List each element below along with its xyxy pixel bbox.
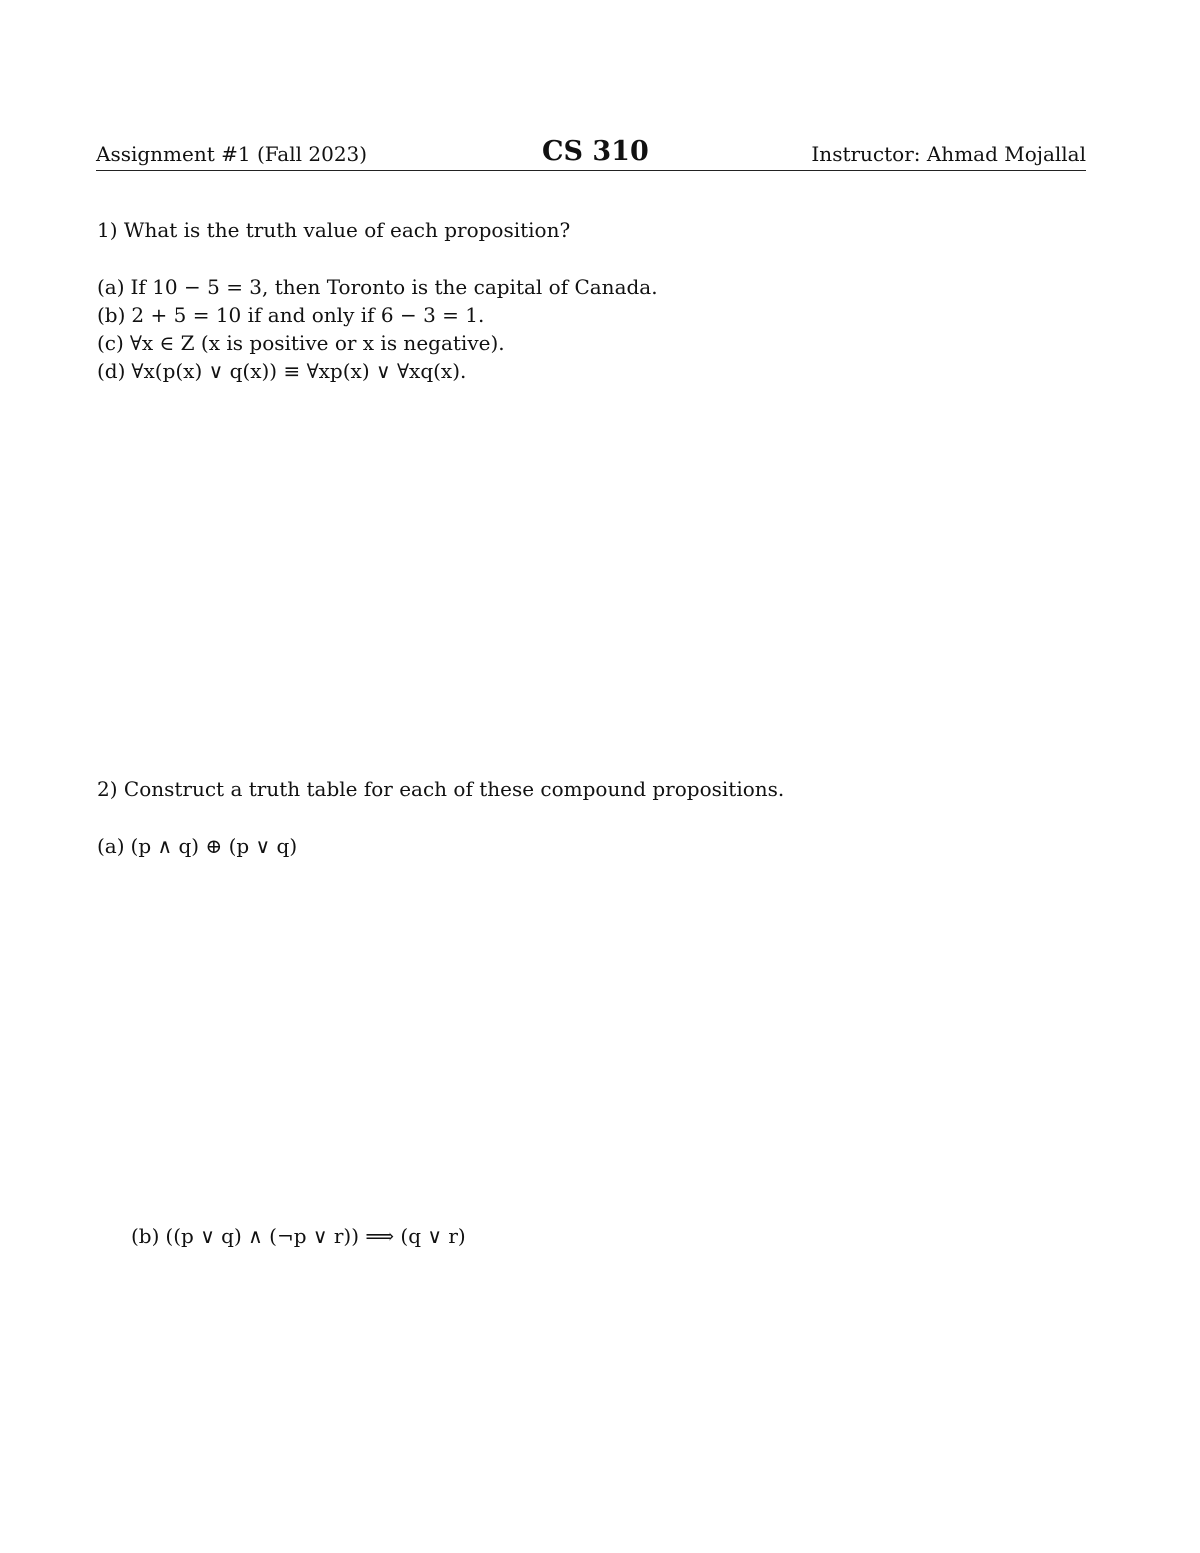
question-1d [97,361,466,381]
question-2-prompt: 2) Construct a truth table for each of these compound propositions. [97,777,785,801]
instructor-name: Instructor: Ahmad Mojallal [811,142,1086,166]
question-2b [131,1226,466,1246]
item-label: (b) [97,303,126,327]
item-text: 2 + 5 = 10 if and only if 6 − 3 = 1. [131,303,485,327]
item-label: (a) [97,275,125,299]
item-label: (d) [97,359,126,383]
item-label: (a) [97,834,125,858]
question-2a [97,836,297,856]
item-label: (b) [131,1224,160,1248]
question-1c [97,333,505,353]
question-1a [97,277,658,297]
item-text: (p ∧ q) ⊕ (p ∨ q) [130,834,298,858]
item-text: If 10 − 5 = 3, then Toronto is the capital of Canada. [130,275,658,299]
question-1b [97,305,484,325]
assignment-title: Assignment #1 (Fall 2023) [96,142,368,166]
question-1-prompt: 1) What is the truth value of each proposition? [97,218,571,242]
page-header [96,136,1086,171]
item-text: ((p ∨ q) ∧ (¬p ∨ r)) ⟹ (q ∨ r) [165,1224,466,1248]
course-code: CS 310 [542,136,649,167]
item-text: ∀x ∈ Z (x is positive or x is negative). [129,331,505,355]
item-label: (c) [97,331,124,355]
item-text: ∀x(p(x) ∨ q(x)) ≡ ∀xp(x) ∨ ∀xq(x). [131,359,467,383]
